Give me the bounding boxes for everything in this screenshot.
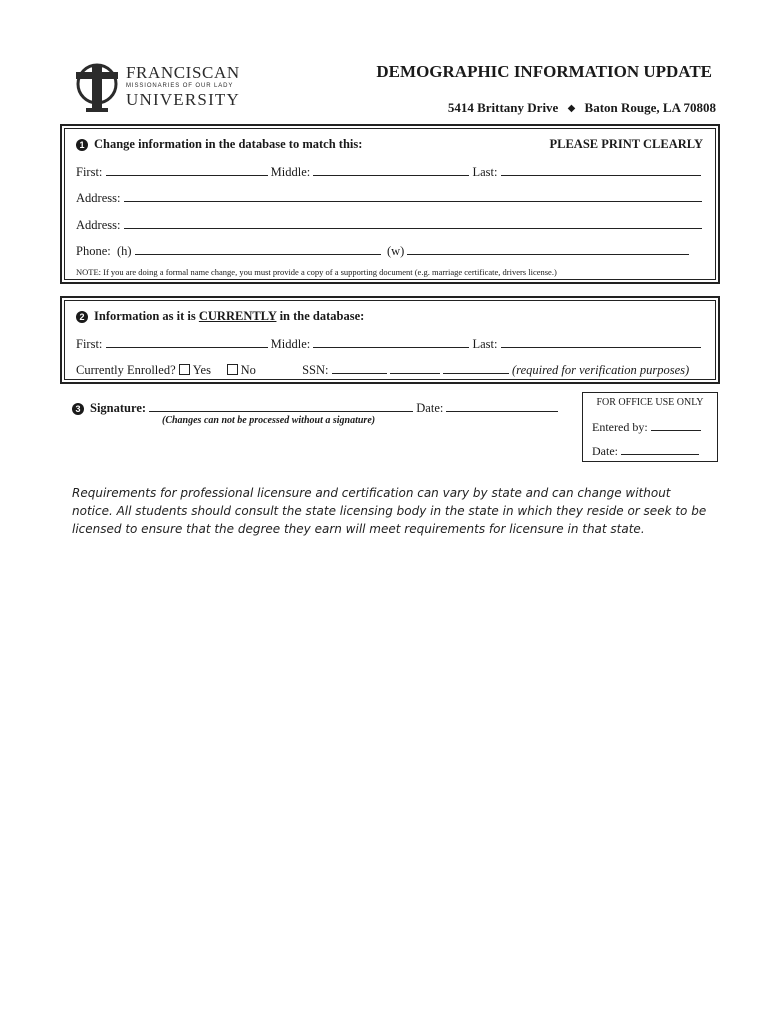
current-last-name-field[interactable] [501,336,701,348]
current-first-name-field[interactable] [106,336,268,348]
tau-cross-icon [74,62,120,114]
section2-heading-emphasis: CURRENTLY [198,309,277,323]
work-phone-label: (w) [386,244,405,258]
current-last-name-label: Last: [472,337,498,351]
address-label: Address: [76,191,121,205]
section-current-information [60,296,720,384]
entered-by-row [592,419,701,435]
enrolled-no-checkbox[interactable] [227,364,238,375]
signature-label: Signature: [90,401,147,415]
section1-heading-text: Change information in the database to match this: [94,137,363,151]
office-use-box [582,392,718,462]
section2-heading-pre: Information as it is [94,309,199,323]
logo-line-1: FRANCISCAN [126,63,240,82]
home-phone-field[interactable] [135,243,381,255]
ssn-field-part1[interactable] [332,362,387,374]
middle-name-field[interactable] [313,164,469,176]
signature-date-label: Date: [416,401,444,415]
home-phone-label: (h) [116,244,132,258]
print-clearly-note: PLEASE PRINT CLEARLY [549,137,703,151]
logo-wordmark [126,64,240,109]
first-name-field[interactable] [106,164,268,176]
last-name-field[interactable] [501,164,701,176]
enrollment-ssn-row [76,362,689,378]
address-field-2[interactable] [124,217,702,229]
name-change-note: NOTE: If you are doing a formal name change, you must provide a copy of a supporting document (e.g. marriage certificate, drivers license.) [76,267,557,277]
current-middle-name-label: Middle: [270,337,311,351]
university-logo [74,62,244,114]
office-date-field[interactable] [621,443,699,455]
section2-name-row [76,336,701,352]
logo-line-3: UNIVERSITY [126,90,240,109]
section2-heading-post: in the database: [276,309,365,323]
logo-line-2: MISSIONARIES OF OUR LADY [126,83,234,89]
section-new-information [60,124,720,284]
address-label-2: Address: [76,218,121,232]
address-row-2 [76,217,702,233]
section1-number-icon: 1 [76,139,88,151]
form-title: DEMOGRAPHIC INFORMATION UPDATE [376,62,712,81]
enrolled-label: Currently Enrolled? [76,363,176,377]
office-date-label: Date: [592,444,618,458]
office-date-row [592,443,699,459]
address-row-1 [76,190,702,206]
enrolled-yes-checkbox[interactable] [179,364,190,375]
phone-label: Phone: [76,244,111,258]
phone-row [76,243,689,259]
middle-name-label: Middle: [270,165,311,179]
street-address: 5414 Brittany Drive [447,100,559,115]
enrolled-yes-label: Yes [192,363,211,377]
last-name-label: Last: [472,165,498,179]
licensure-disclaimer: Requirements for professional licensure and certification can vary by state and can change without notice. All students should consult the state licensing body in the state in which they reside or seek to be licensed to ensure that the degree they earn will meet requirements for licensure in that state. [72,486,707,536]
enrolled-no-label: No [240,363,256,377]
signature-date-field[interactable] [446,400,558,412]
signature-field[interactable] [149,400,413,412]
work-phone-field[interactable] [407,243,689,255]
current-middle-name-field[interactable] [313,336,469,348]
ssn-label: SSN: [302,363,329,377]
office-use-header: FOR OFFICE USE ONLY [596,397,704,408]
section3-number-icon: 3 [72,403,84,415]
address-field-1[interactable] [124,190,702,202]
section2-number-icon: 2 [76,311,88,323]
first-name-label: First: [76,165,103,179]
entered-by-field[interactable] [651,419,701,431]
ssn-field-part3[interactable] [443,362,509,374]
city-state-zip: Baton Rouge, LA 70808 [584,100,716,115]
ssn-field-part2[interactable] [390,362,440,374]
current-first-name-label: First: [76,337,103,351]
signature-row [72,400,558,416]
section2-heading [76,309,364,324]
entered-by-label: Entered by: [592,420,648,434]
ssn-note: (required for verification purposes) [512,363,690,377]
section1-heading [76,137,362,152]
office-address [448,100,716,116]
section1-name-row [76,164,701,180]
signature-note: (Changes can not be processed without a signature) [162,415,376,426]
diamond-separator-icon: ◆ [567,103,576,114]
